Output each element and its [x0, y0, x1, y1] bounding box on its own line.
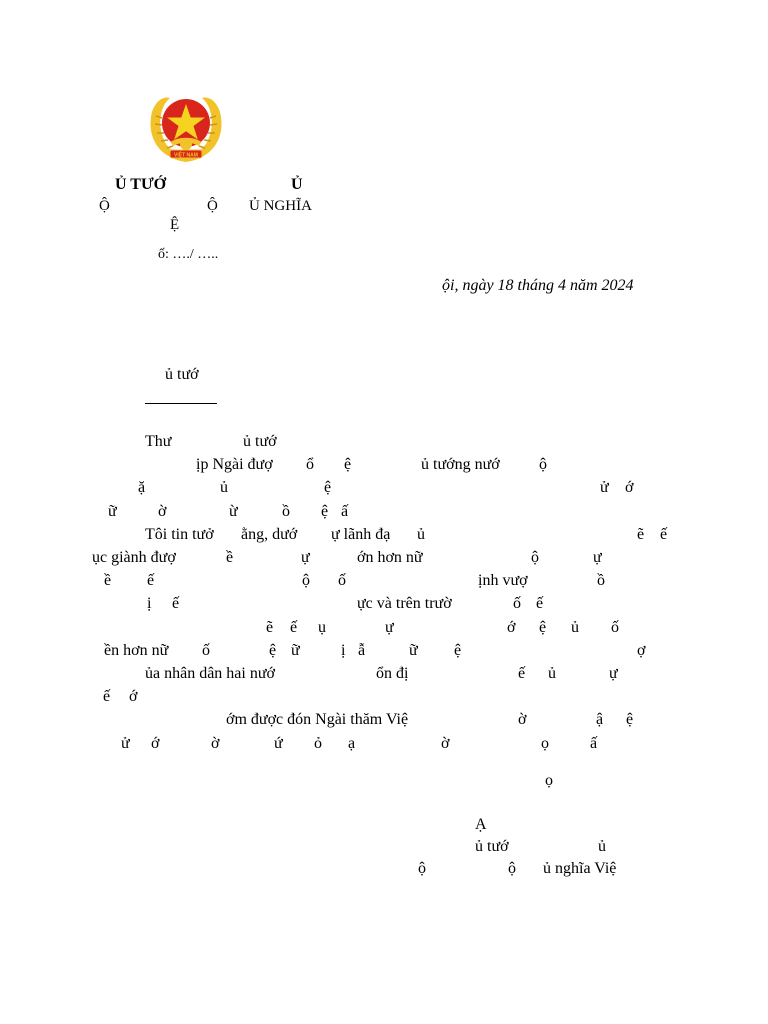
body-line-13-segment: ậ: [596, 711, 604, 728]
body-line-14-segment: ờ: [211, 735, 220, 752]
body-line-7-segment: ộ: [302, 572, 310, 589]
body-line-14-segment: ỏ: [314, 735, 322, 752]
body-line-8-segment: ế: [536, 595, 544, 612]
body-line-6-segment: ớn hơn nữ: [357, 549, 423, 566]
body-line-14-segment: ử: [121, 735, 130, 752]
body-line-6-segment: ộ: [531, 549, 539, 566]
body-line-14-segment: ọ: [541, 735, 549, 752]
body-line-7-segment: ề: [104, 572, 112, 589]
sender-title-line2-a: Ộ: [99, 198, 110, 214]
body-line-5-segment: ế: [660, 526, 668, 543]
body-line-7-segment: ố: [338, 572, 346, 589]
body-line-3-segment: ặ: [138, 479, 146, 496]
sender-title-line1-b: Ủ: [291, 176, 303, 193]
body-line-1-segment: ủ tướ: [243, 433, 277, 450]
body-line-10-segment: ền hơn nữ: [104, 642, 169, 659]
body-line-9-segment: ụ: [318, 619, 326, 636]
body-line-5-segment: ẽ: [637, 526, 645, 543]
body-line-2-segment: ệ: [344, 456, 352, 473]
signature-line3-b: ộ: [508, 860, 516, 877]
body-line-4-segment: ừ: [229, 503, 238, 520]
sender-title-line1-a: Ủ TƯỚ: [115, 176, 167, 193]
body-line-10-segment: ệ: [454, 642, 462, 659]
body-line-13-segment: ờ: [518, 711, 527, 728]
body-line-9-segment: ẽ: [266, 619, 274, 636]
recipient-title: ủ tướ: [165, 366, 199, 383]
body-line-11-segment: ủ: [548, 665, 556, 682]
body-line-9-segment: ế: [290, 619, 298, 636]
body-line-4-segment: ồ: [282, 503, 290, 520]
body-line-10-segment: ố: [202, 642, 210, 659]
recipient-underline: [145, 403, 217, 404]
body-line-5-segment: ự lãnh đạ: [331, 526, 391, 543]
body-line-7-segment: ịnh vượ: [478, 572, 528, 589]
emblem-cogwheel: [172, 138, 200, 150]
body-line-13-segment: ớm được đón Ngài thăm Việ: [226, 711, 409, 728]
signature-line1: Ạ: [475, 816, 487, 833]
body-line-12-segment: ế: [103, 688, 111, 705]
body-line-5-segment: ằng, dướ: [241, 526, 298, 543]
body-line-6-segment: ề: [226, 549, 234, 566]
sender-title-line3: Ệ: [170, 217, 180, 233]
body-line-10-segment: ẫ: [358, 642, 366, 659]
body-line-11-segment: ự: [609, 665, 618, 682]
body-line-1-segment: Thư: [145, 433, 172, 450]
body-line-4-segment: ữ: [108, 503, 117, 520]
body-line-14-segment: ứ: [274, 735, 283, 752]
emblem-banner-text: VIỆT NAM: [174, 152, 198, 159]
signature-line2-a: ủ tướ: [475, 838, 509, 855]
body-line-14-segment: ạ: [348, 735, 356, 752]
body-line-12-segment: ớ: [129, 688, 138, 705]
body-line-14-segment: ờ: [441, 735, 450, 752]
body-line-8-segment: ế: [172, 595, 180, 612]
body-line-10-segment: ợ: [637, 642, 646, 659]
body-line-5-segment: Tôi tin tưở: [145, 526, 214, 543]
body-line-2-segment: ộ: [539, 456, 547, 473]
body-line-8-segment: ố: [513, 595, 521, 612]
signature-line3-c: ủ nghĩa Việ: [543, 860, 617, 877]
body-line-4-segment: ệ: [321, 503, 329, 520]
body-line-14-segment: ấ: [590, 735, 598, 752]
closing-text: ọ: [545, 772, 553, 789]
body-line-2-segment: ổ: [306, 456, 314, 473]
body-line-6-segment: ự: [593, 549, 602, 566]
body-line-2-segment: ịp Ngài đượ: [196, 456, 273, 473]
body-line-2-segment: ủ tướng nướ: [421, 456, 500, 473]
body-line-11-segment: ổn đị: [376, 665, 409, 682]
sender-title-line2-c: Ủ NGHĨA: [249, 198, 312, 214]
body-line-8-segment: ực và trên trườ: [357, 595, 452, 612]
body-line-10-segment: ữ: [291, 642, 300, 659]
document-date: ội, ngày 18 tháng 4 năm 2024: [442, 277, 634, 294]
national-emblem-icon: [146, 92, 226, 164]
body-line-8-segment: ị: [147, 595, 152, 612]
sender-title-line2-b: Ộ: [207, 198, 218, 214]
body-line-9-segment: ố: [611, 619, 619, 636]
body-line-10-segment: ữ: [409, 642, 418, 659]
body-line-5-segment: ủ: [417, 526, 425, 543]
body-line-4-segment: ấ: [341, 503, 349, 520]
document-number: ố: …./ …..: [158, 247, 219, 262]
signature-line2-b: ủ: [598, 838, 606, 855]
signature-line3-a: ộ: [418, 860, 426, 877]
body-line-7-segment: ế: [147, 572, 155, 589]
body-line-10-segment: ệ: [269, 642, 277, 659]
body-line-3-segment: ử: [600, 479, 609, 496]
body-line-4-segment: ờ: [158, 503, 167, 520]
body-line-3-segment: ủ: [220, 479, 228, 496]
body-line-9-segment: ự: [385, 619, 394, 636]
body-line-6-segment: ục giành đượ: [92, 549, 176, 566]
body-line-7-segment: ồ: [597, 572, 605, 589]
body-line-9-segment: ệ: [539, 619, 547, 636]
body-line-9-segment: ủ: [571, 619, 579, 636]
body-line-11-segment: ế: [518, 665, 526, 682]
body-line-10-segment: ị: [341, 642, 346, 659]
body-line-13-segment: ệ: [626, 711, 634, 728]
body-line-6-segment: ự: [301, 549, 310, 566]
body-line-3-segment: ệ: [324, 479, 332, 496]
body-line-11-segment: ủa nhân dân hai nướ: [145, 665, 275, 682]
body-line-14-segment: ớ: [151, 735, 160, 752]
body-line-9-segment: ớ: [507, 619, 516, 636]
body-line-3-segment: ớ: [625, 479, 634, 496]
